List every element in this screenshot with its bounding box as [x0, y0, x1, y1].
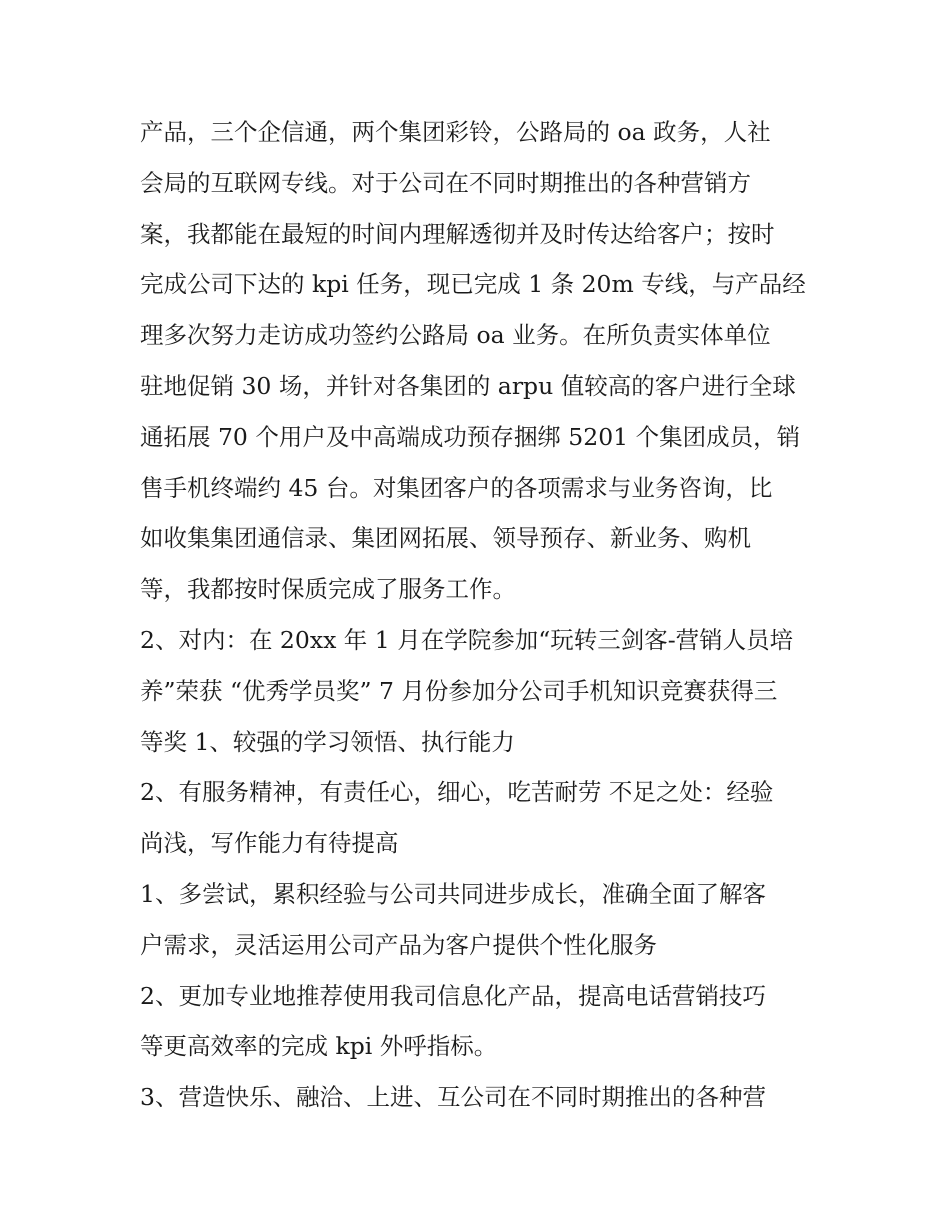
- text-line: 2、有服务精神，有责任心，细心，吃苦耐劳 不足之处：经验: [140, 778, 774, 807]
- text-line: 等更高效率的完成 kpi 外呼指标。: [140, 1032, 498, 1061]
- text-line: 2、更加专业地推荐使用我司信息化产品，提高电话营销技巧: [140, 981, 766, 1010]
- text-line: 1、多尝试，累积经验与公司共同进步成长，准确全面了解客: [140, 879, 766, 908]
- text-line: 理多次努力走访成功签约公路局 oa 业务。在所负责实体单位: [140, 321, 771, 350]
- text-line: 驻地促销 30 场，并针对各集团的 arpu 值较高的客户进行全球: [140, 371, 796, 400]
- text-line: 会局的互联网专线。对于公司在不同时期推出的各种营销方: [140, 168, 751, 197]
- text-line: 等，我都按时保质完成了服务工作。: [140, 575, 516, 604]
- text-line: 完成公司下达的 kpi 任务，现已完成 1 条 20m 专线，与产品经: [140, 270, 806, 299]
- text-line: 3、营造快乐、融洽、上进、互公司在不同时期推出的各种营: [140, 1083, 766, 1112]
- text-line: 养”荣获 “优秀学员奖” 7 月份参加分公司手机知识竞赛获得三: [140, 676, 778, 705]
- text-line: 售手机终端约 45 台。对集团客户的各项需求与业务咨询，比: [140, 473, 773, 502]
- text-line: 案，我都能在最短的时间内理解透彻并及时传达给客户；按时: [140, 219, 775, 248]
- text-line: 如收集集团通信录、集团网拓展、领导预存、新业务、购机: [140, 524, 751, 553]
- text-line: 等奖 1、较强的学习领悟、执行能力: [140, 727, 515, 756]
- text-line: 2、对内：在 20xx 年 1 月在学院参加“玩转三剑客-营销人员培: [140, 625, 794, 654]
- text-line: 产品，三个企信通，两个集团彩铃，公路局的 oa 政务，人社: [140, 118, 771, 146]
- body-text: [140, 107, 820, 1123]
- text-line: 通拓展 70 个用户及中高端成功预存捆绑 5201 个集团成员，销: [140, 422, 801, 451]
- text-line: 户需求，灵活运用公司产品为客户提供个性化服务: [140, 930, 657, 959]
- text-line: 尚浅，写作能力有待提高: [140, 829, 399, 858]
